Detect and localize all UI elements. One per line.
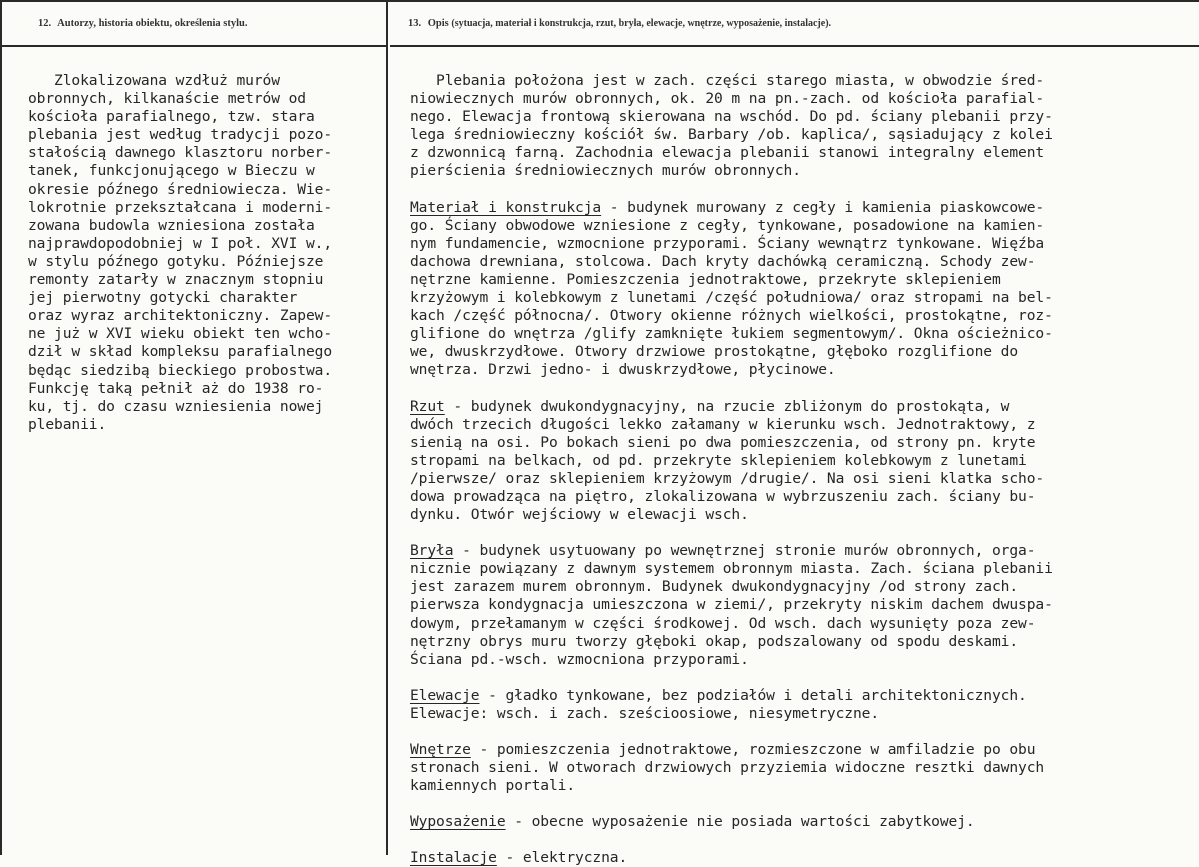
text-line: zowana budowla wzniesiona została: [28, 216, 315, 234]
text-line: w stylu późnego gotyku. Późniejsze: [28, 252, 324, 270]
section-text: - pomieszczenia jednotraktowe, rozmieszczone w amfiladzie po obu: [470, 741, 1036, 758]
text-line: Elewacje: wsch. i zach. sześcioosiowe, niesymetryczne.: [410, 704, 880, 722]
text-line: jest zarazem murem obronnym. Budynek dwukondygnacyjny /od strony zach.: [410, 578, 1019, 596]
text-line: nętrzny obrys muru tworzy głęboki okap, podszalowany od spodu deskami.: [410, 632, 1019, 650]
text-line: [410, 849, 1199, 867]
text-line: /pierwsze/ oraz sklepieniem krzyżowym /drugie/. Na osi sieni klatka scho-: [410, 469, 1045, 487]
history-column: [2, 2, 388, 855]
intro-paragraph: [410, 72, 1199, 181]
section-text: - budynek usytuowany po wewnętrznej stronie murów obronnych, orga-: [453, 542, 1036, 560]
text-line: [410, 687, 1199, 705]
section-title: Autorzy, historia obiektu, określenia stylu.: [57, 18, 248, 29]
description-column: [390, 2, 1199, 867]
text-line: dowym, przełamanym w części środkowej. Od wsch. dach wysunięty poza zew-: [410, 614, 1036, 632]
section-text: - obecne wyposażenie nie posiada wartości zabytkowej.: [505, 813, 975, 831]
text-line: niowiecznych murów obronnych, ok. 20 m na pn.-zach. od kościoła parafial-: [410, 90, 1045, 108]
text-line: plebania jest według tradycji pozo-: [28, 126, 333, 144]
text-line: [410, 741, 1199, 759]
section-text: - elektryczna.: [496, 849, 628, 867]
description-text: [390, 47, 1199, 867]
section-rzut: [410, 398, 1199, 525]
section-text: - budynek murowany z cegły i kamienia piaskowcowe-: [601, 198, 1045, 216]
text-line: stałością dawnego klasztoru norber-: [28, 144, 333, 162]
text-line: ne już w XVI wieku obiekt ten wcho-: [28, 325, 333, 343]
text-line: dynku. Otwór wejściowy w elewacji wsch.: [410, 506, 749, 524]
text-line: go. Ściany obwodowe wzniesione z cegły, tynkowane, posadowione na kamien-: [410, 216, 1045, 234]
text-line: nego. Elewacja frontową skierowana na wschód. Do pd. ściany plebanii przy-: [410, 108, 1053, 126]
section-heading: Wyposażenie: [410, 813, 506, 831]
text-line: jej pierwotny gotycki charakter: [28, 289, 298, 307]
section-heading: Materiał i konstrukcja: [410, 198, 602, 216]
text-line: pierścienia średniowiecznych murów obronnych.: [410, 162, 801, 180]
section-wyposażenie: [410, 813, 1199, 831]
text-line: nym fundamencie, wzmocnione przyporami. Ściany wewnątrz tynkowane. Więźba: [410, 234, 1045, 252]
text-line: wnętrza. Drzwi jedno- i dwuskrzydłowe, płycinowe.: [410, 361, 836, 379]
section-text: - budynek dwukondygnacyjny, na rzucie zbliżonym do prostokąta, w: [444, 397, 1010, 415]
text-line: kościoła parafialnego, tzw. stara: [28, 108, 315, 126]
text-line: plebanii.: [28, 415, 107, 433]
text-line: we, dwuskrzydłowe. Otwory drzwiowe prostokątne, głęboko rozglifione do: [410, 343, 1019, 361]
text-line: najprawdopodobniej w I poł. XVI w.,: [28, 234, 333, 252]
text-line: Funkcję taką pełnił aż do 1938 ro-: [28, 379, 324, 397]
text-line: lokrotnie przekształcana i moderni-: [28, 198, 333, 216]
section-elewacje: [410, 687, 1199, 723]
text-line: stropami na belkach, od pd. przekryte sklepieniem kolebkowym z lunetami: [410, 451, 1027, 469]
text-line: będąc siedzibą bieckiego probostwa.: [28, 361, 333, 379]
section-subtitle: (sytuacja, materiał i konstrukcja, rzut, bryła, elewacje, wnętrze, wyposażenie, instalacje).: [451, 18, 832, 29]
text-line: sienią na osi. Po bokach sieni po dwa pomieszczenia, od strony pn. kryte: [410, 433, 1036, 451]
text-line: nętrzne kamienne. Pomieszczenia jednotraktowe, przekryte sklepieniem: [410, 270, 1001, 288]
text-line: [410, 542, 1199, 560]
text-line: oraz wyraz architektoniczny. Zapew-: [28, 307, 333, 325]
section-bryła: [410, 542, 1199, 669]
text-line: okresie późnego średniowiecza. Wie-: [28, 180, 333, 198]
section-heading: Elewacje: [410, 686, 480, 704]
section-number: 12.: [38, 18, 52, 29]
section-heading: Wnętrze: [410, 741, 471, 758]
section-heading: Instalacje: [410, 849, 497, 867]
text-line: Zlokalizowana wzdłuż murów: [28, 72, 280, 89]
text-line: nicznie powiązany z dawnym systemem obronnym miasta. Zach. ściana plebanii: [410, 560, 1053, 578]
text-line: [410, 813, 1199, 831]
section-wnętrze: [410, 741, 1199, 795]
text-line: krzyżowym i kolebkowym z lunetami /część południowa/ oraz stropami na bel-: [410, 289, 1053, 307]
text-line: glifione do wnętrza /glify zamknięte łukiem segmentowym/. Okna ościeżnico-: [410, 325, 1053, 343]
history-header: [2, 2, 386, 47]
text-line: dwóch trzecich długości lekko załamany w kierunku wsch. Jednotraktowy, z: [410, 415, 1036, 433]
text-line: tanek, funkcjonującego w Bieczu w: [28, 162, 315, 180]
text-line: lega średniowieczny kościół św. Barbary /ob. kaplica/, sąsiadujący z kolei: [410, 126, 1053, 144]
text-line: dowa prowadząca na piętro, zlokalizowana w wybrzuszeniu zach. ściany bu-: [410, 487, 1036, 505]
section-number: 13.: [408, 18, 422, 29]
section-heading: Rzut: [410, 397, 445, 415]
text-line: dachowa drewniana, stolcowa. Dach kryty dachówką ceramiczną. Schody zew-: [410, 252, 1036, 270]
text-line: [410, 398, 1199, 416]
text-line: Plebania położona jest w zach. części starego miasta, w obwodzie śred-: [410, 72, 1045, 89]
section-materiał-i-konstrukcja: [410, 199, 1199, 380]
text-line: Ściana pd.-wsch. wzmocniona przyporami.: [410, 650, 749, 668]
section-text: - gładko tynkowane, bez podziałów i detali architektonicznych.: [479, 686, 1027, 704]
text-line: z dzwonnicą farną. Zachodnia elewacja plebanii stanowi integralny element: [410, 144, 1045, 162]
text-line: kamiennych portali.: [410, 777, 576, 795]
description-header: [390, 2, 1199, 47]
section-instalacje: [410, 849, 1199, 867]
text-line: ku, tj. do czasu wzniesienia nowej: [28, 397, 324, 415]
text-line: stronach sieni. W otworach drzwiowych przyziemia widoczne resztki dawnych: [410, 759, 1045, 777]
text-line: [410, 199, 1199, 217]
section-heading: Bryła: [410, 542, 454, 560]
text-line: obronnych, kilkanaście metrów od: [28, 90, 306, 108]
text-line: kach /część północna/. Otwory okienne różnych wielkości, prostokątne, roz-: [410, 307, 1053, 325]
section-title: Opis: [427, 18, 449, 29]
text-line: dził w skład kompleksu parafialnego: [28, 343, 333, 361]
text-line: pierwsza kondygnacja umieszczona w ziemi/, przekryty niskim dachem dwuspa-: [410, 596, 1053, 614]
history-text: [2, 47, 386, 434]
text-line: remonty zatarły w znacznym stopniu: [28, 271, 324, 289]
